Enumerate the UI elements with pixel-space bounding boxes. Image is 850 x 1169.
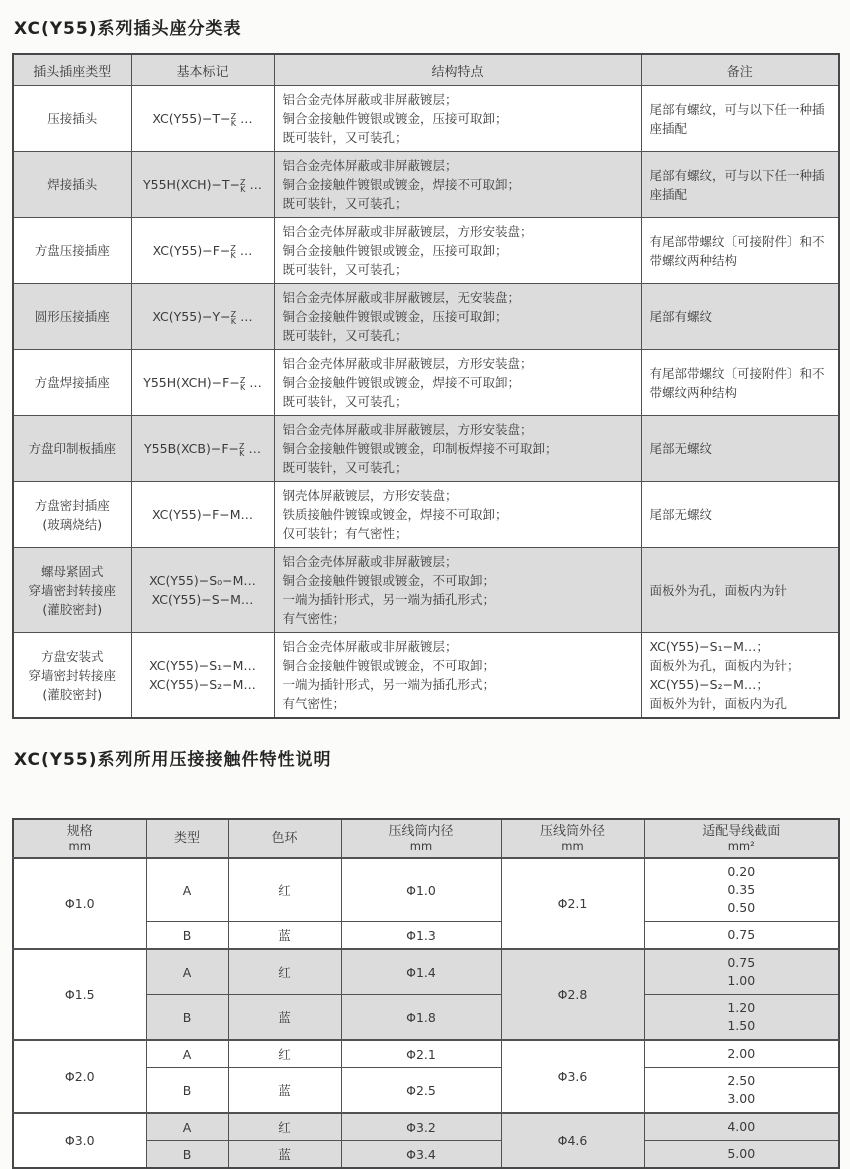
header-label: 适配导线截面 (702, 824, 781, 839)
cell-text-line: 既可装针，又可装孔； (282, 394, 408, 409)
inner-diameter-cell: Φ1.3 (341, 922, 501, 950)
cell-text-line: 方盘安装式 (40, 648, 104, 664)
marking-cell (131, 284, 274, 350)
marking-line: XC(Y55)−F−M… (151, 507, 254, 522)
color-ring-cell: 红 (228, 1040, 341, 1068)
wire-section-cell (644, 949, 839, 995)
color-ring-cell: 蓝 (228, 1141, 341, 1169)
cell-text-line: 尾部无螺纹 (649, 507, 713, 522)
table-row (13, 858, 839, 922)
column-header (13, 819, 146, 858)
marking-line: XC(Y55)−T− Z K … (152, 111, 253, 128)
cell-text-line: 仅可装针；有气密性； (282, 526, 408, 541)
features-cell (274, 482, 641, 548)
cell-text-line: 尾部有螺纹，可与以下任一种插座插配 (649, 167, 825, 202)
classification-table-title: XC(Y55)系列插头座分类表 (14, 19, 242, 39)
wire-section-cell (644, 995, 839, 1041)
remarks-cell (641, 633, 839, 719)
cell-text-line: 有气密性； (282, 611, 346, 626)
cell-text-line: 有气密性； (282, 696, 346, 711)
cell-text-line: 0.50 (727, 900, 756, 915)
features-cell (274, 284, 641, 350)
header-unit: mm (409, 839, 433, 853)
outer-diameter-cell: Φ3.6 (501, 1040, 644, 1113)
contact-type-cell: B (146, 922, 228, 950)
contact-type-cell: A (146, 1040, 228, 1068)
type-cell (13, 350, 131, 416)
column-header: 备注 (641, 54, 839, 86)
contact-type-cell: A (146, 949, 228, 995)
cell-text-line: 铜合金接触件镀银或镀金，压接可取卸； (282, 309, 508, 324)
cell-text-line: (灌胶密封) (42, 601, 103, 617)
fraction-code: Z K (239, 375, 246, 392)
cell-text-line: 1.00 (727, 973, 756, 988)
cell-text-line: 方盘压接插座 (34, 243, 110, 258)
marking-line: Y55B(XCB)−F− Z K … (144, 441, 261, 458)
type-cell (13, 284, 131, 350)
header-unit: mm² (727, 839, 755, 853)
cell-text-line: 铜合金接触件镀银或镀金，印制板焊接不可取卸； (282, 441, 558, 456)
contact-type-cell: A (146, 858, 228, 922)
table-row (13, 416, 839, 482)
cell-text-line: 2.50 (727, 1073, 756, 1088)
marking-line: XC(Y55)−S₁−M… (149, 658, 256, 673)
cell-text-line: 既可装针，又可装孔； (282, 196, 408, 211)
table-row (13, 1113, 839, 1141)
remarks-cell (641, 482, 839, 548)
column-header (644, 819, 839, 858)
marking-cell (131, 548, 274, 633)
inner-diameter-cell: Φ1.8 (341, 995, 501, 1041)
column-header: 结构特点 (274, 54, 641, 86)
inner-diameter-cell: Φ1.0 (341, 858, 501, 922)
cell-text-line: (灌胶密封) (42, 686, 103, 702)
remarks-cell (641, 548, 839, 633)
header-unit: mm (561, 839, 584, 853)
spec-cell: Φ3.0 (13, 1113, 146, 1168)
remarks-cell (641, 284, 839, 350)
classification-table-header (13, 54, 839, 86)
cell-text-line: 铝合金壳体屏蔽或非屏蔽镀层； (282, 92, 458, 107)
type-cell (13, 482, 131, 548)
cell-text-line: 铜合金接触件镀银或镀金，不可取卸； (282, 658, 496, 673)
remarks-cell (641, 86, 839, 152)
cell-text-line: 方盘密封插座 (34, 497, 110, 513)
color-ring-cell: 红 (228, 1113, 341, 1141)
contact-type-cell: A (146, 1113, 228, 1141)
column-header (146, 819, 228, 858)
contact-characteristics-table (12, 818, 840, 1169)
type-cell (13, 633, 131, 719)
cell-text-line: 铜合金接触件镀银或镀金，焊接不可取卸； (282, 375, 521, 390)
fraction-code: Z K (230, 243, 236, 260)
table-row (13, 949, 839, 995)
outer-diameter-cell: Φ2.8 (501, 949, 644, 1040)
cell-text-line: 方盘焊接插座 (34, 375, 110, 390)
wire-section-cell (644, 922, 839, 950)
cell-text-line: 铜合金接触件镀银或镀金，焊接不可取卸； (282, 177, 521, 192)
cell-text-line: 有尾部带螺纹〔可接附件〕和不带螺纹两种结构 (649, 233, 825, 268)
outer-diameter-cell: Φ4.6 (501, 1113, 644, 1168)
cell-text-line: 0.35 (727, 882, 756, 897)
cell-text-line: 一端为插针形式，另一端为插孔形式； (282, 592, 496, 607)
marking-line: Y55H(XCH)−T− Z K … (142, 177, 263, 194)
color-ring-cell: 红 (228, 949, 341, 995)
cell-text-line: 3.00 (727, 1091, 756, 1106)
type-cell (13, 86, 131, 152)
fraction-code: Z K (230, 111, 237, 128)
marking-cell (131, 633, 274, 719)
inner-diameter-cell: Φ3.2 (341, 1113, 501, 1141)
header-label: 压线筒外径 (539, 824, 605, 839)
table-row (13, 152, 839, 218)
features-cell (274, 350, 641, 416)
wire-section-cell (644, 1068, 839, 1114)
features-cell (274, 86, 641, 152)
cell-text-line: 压接插头 (47, 111, 98, 126)
cell-text-line: 铝合金壳体屏蔽或非屏蔽镀层； (282, 158, 458, 173)
cell-text-line: 焊接插头 (47, 177, 98, 192)
table-row (13, 218, 839, 284)
column-header: 插头插座类型 (13, 54, 131, 86)
column-header: 基本标记 (131, 54, 274, 86)
cell-text-line: 0.75 (727, 927, 756, 942)
cell-text-line: 铝合金壳体屏蔽或非屏蔽镀层，方形安装盘； (282, 356, 533, 371)
wire-section-cell (644, 1040, 839, 1068)
fraction-code: Z K (239, 441, 245, 458)
wire-section-cell (644, 1113, 839, 1141)
marking-cell (131, 152, 274, 218)
marking-line: XC(Y55)−S₂−M… (149, 677, 256, 692)
marking-cell (131, 416, 274, 482)
cell-text-line: (玻璃烧结) (42, 516, 103, 532)
remarks-cell (641, 218, 839, 284)
cell-text-line: 既可装针，又可装孔； (282, 460, 408, 475)
header-label: 色环 (271, 830, 298, 846)
type-cell (13, 152, 131, 218)
features-cell (274, 633, 641, 719)
table-row (13, 633, 839, 719)
cell-text-line: 方盘印制板插座 (28, 441, 116, 456)
inner-diameter-cell: Φ1.4 (341, 949, 501, 995)
contact-table-header (13, 819, 839, 858)
inner-diameter-cell: Φ2.5 (341, 1068, 501, 1114)
type-cell (13, 416, 131, 482)
header-label: 压线筒内径 (388, 824, 454, 839)
marking-line: XC(Y55)−F− Z K … (152, 243, 253, 260)
features-cell (274, 416, 641, 482)
header-unit: mm (68, 839, 91, 853)
marking-line: XC(Y55)−S₀−M… (149, 573, 256, 588)
header-label: 类型 (173, 830, 200, 846)
contact-type-cell: B (146, 995, 228, 1041)
cell-text-line: 圆形压接插座 (34, 309, 110, 324)
cell-text-line: 尾部无螺纹 (649, 441, 713, 456)
cell-text-line: 铁质接触件镀镍或镀金，焊接不可取卸； (282, 507, 508, 522)
cell-text-line: 一端为插针形式，另一端为插孔形式； (282, 677, 496, 692)
cell-text-line: XC(Y55)−S₁−M…； (649, 639, 769, 654)
color-ring-cell: 红 (228, 858, 341, 922)
wire-section-cell (644, 858, 839, 922)
spec-cell: Φ1.0 (13, 858, 146, 949)
contact-type-cell: B (146, 1068, 228, 1114)
spec-cell: Φ1.5 (13, 949, 146, 1040)
classification-table-body (13, 86, 839, 719)
table-row (13, 1040, 839, 1068)
cell-text-line: 2.00 (727, 1046, 756, 1061)
marking-cell (131, 482, 274, 548)
features-cell (274, 152, 641, 218)
color-ring-cell: 蓝 (228, 922, 341, 950)
remarks-cell (641, 350, 839, 416)
column-header (228, 819, 341, 858)
inner-diameter-cell: Φ2.1 (341, 1040, 501, 1068)
classification-table (12, 53, 840, 719)
cell-text-line: 1.20 (727, 1000, 756, 1015)
color-ring-cell: 蓝 (228, 995, 341, 1041)
table-row (13, 548, 839, 633)
cell-text-line: 铜合金接触件镀银或镀金，压接可取卸； (282, 243, 508, 258)
cell-text-line: 铝合金壳体屏蔽或非屏蔽镀层，方形安装盘； (282, 422, 533, 437)
features-cell (274, 548, 641, 633)
table-row (13, 482, 839, 548)
cell-text-line: 0.20 (727, 864, 756, 879)
fraction-code: Z K (230, 309, 237, 326)
cell-text-line: 1.50 (727, 1018, 756, 1033)
cell-text-line: 铝合金壳体屏蔽或非屏蔽镀层，方形安装盘； (282, 224, 533, 239)
cell-text-line: 铝合金壳体屏蔽或非屏蔽镀层； (282, 639, 458, 654)
cell-text-line: 4.00 (727, 1119, 756, 1134)
cell-text-line: 铜合金接触件镀银或镀金，不可取卸； (282, 573, 496, 588)
cell-text-line: 面板外为孔，面板内为针； (649, 658, 800, 673)
cell-text-line: 穿墙密封转接座 (28, 667, 116, 683)
cell-text-line: 既可装针，又可装孔； (282, 328, 408, 343)
marking-cell (131, 350, 274, 416)
type-cell (13, 548, 131, 633)
table-row (13, 350, 839, 416)
column-header (501, 819, 644, 858)
table-row (13, 86, 839, 152)
cell-text-line: XC(Y55)−S₂−M…； (649, 677, 769, 692)
contact-table-body (13, 858, 839, 1168)
cell-text-line: 面板外为孔，面板内为针 (649, 582, 788, 598)
marking-cell (131, 218, 274, 284)
table-row (13, 284, 839, 350)
cell-text-line: 既可装针，又可装孔； (282, 130, 408, 145)
features-cell (274, 218, 641, 284)
color-ring-cell: 蓝 (228, 1068, 341, 1114)
marking-line: XC(Y55)−Y− Z K … (152, 309, 253, 326)
contact-type-cell: B (146, 1141, 228, 1169)
cell-text-line: 既可装针，又可装孔； (282, 262, 408, 277)
column-header (341, 819, 501, 858)
cell-text-line: 穿墙密封转接座 (28, 582, 116, 598)
cell-text-line: 面板外为针，面板内为孔 (649, 696, 788, 711)
cell-text-line: 铝合金壳体屏蔽或非屏蔽镀层； (282, 554, 458, 569)
cell-text-line: 尾部有螺纹，可与以下任一种插座插配 (649, 101, 825, 136)
remarks-cell (641, 152, 839, 218)
header-label: 规格 (66, 824, 93, 839)
remarks-cell (641, 416, 839, 482)
cell-text-line: 铜合金接触件镀银或镀金，压接可取卸； (282, 111, 508, 126)
wire-section-cell (644, 1141, 839, 1169)
spec-cell: Φ2.0 (13, 1040, 146, 1113)
outer-diameter-cell: Φ2.1 (501, 858, 644, 949)
cell-text-line: 0.75 (727, 955, 756, 970)
cell-text-line: 钢壳体屏蔽镀层，方形安装盘； (282, 488, 458, 503)
marking-line: XC(Y55)−S−M… (151, 592, 254, 607)
marking-line: Y55H(XCH)−F− Z K … (143, 375, 262, 392)
cell-text-line: 螺母紧固式 (40, 563, 104, 579)
contact-table-title: XC(Y55)系列所用压接接触件特性说明 (14, 750, 332, 770)
cell-text-line: 尾部有螺纹 (649, 309, 713, 324)
fraction-code: Z K (240, 177, 246, 194)
inner-diameter-cell: Φ3.4 (341, 1141, 501, 1169)
cell-text-line: 铝合金壳体屏蔽或非屏蔽镀层，无安装盘； (282, 290, 521, 305)
cell-text-line: 5.00 (727, 1146, 756, 1161)
marking-cell (131, 86, 274, 152)
type-cell (13, 218, 131, 284)
cell-text-line: 有尾部带螺纹〔可接附件〕和不带螺纹两种结构 (649, 365, 825, 400)
